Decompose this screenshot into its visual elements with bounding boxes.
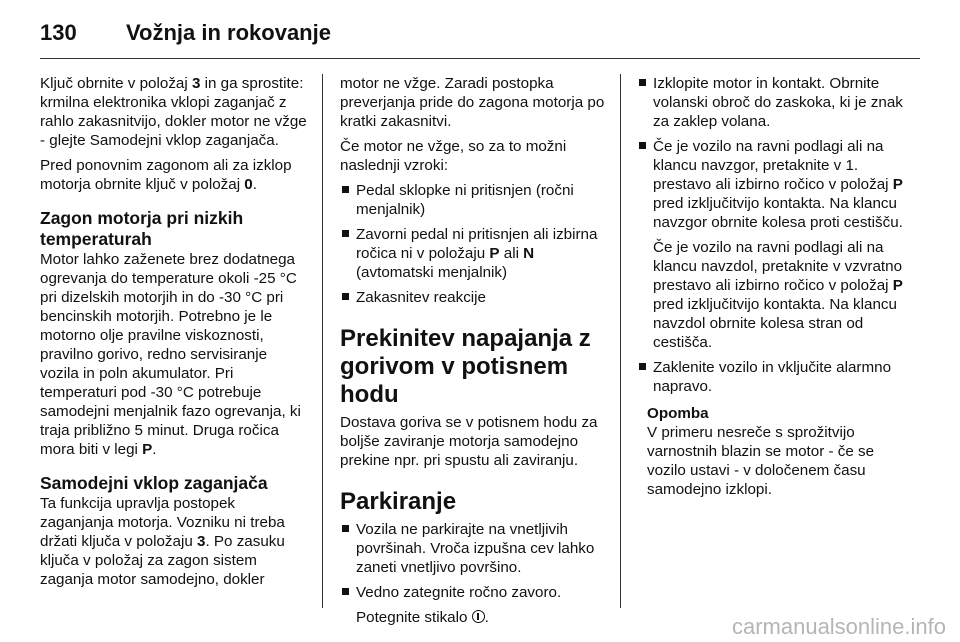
- note-title: Opomba: [647, 405, 709, 422]
- paragraph: Dostava goriva se v potisnem hodu za boljše zaviranje motorja samodejno prekine npr. pri spustu ali zaviranju.: [340, 414, 598, 469]
- paragraph: Če motor ne vžge, so za to možni naslednji vzroki:: [340, 138, 567, 174]
- page-header: [40, 14, 920, 58]
- column-1: [40, 74, 308, 595]
- list-item: Izklopite motor in kontakt. Obrnite volanski obroč do zaskoka, ki je znak za zaklep volana.: [637, 74, 913, 131]
- column-2: [340, 74, 608, 633]
- paragraph: Motor lahko zaženete brez dodatnega ogrevanja do temperature okoli -25 °C pri dizelskih motorjih in do -30 °C pri bencinskih motorjih. Potrebno je le motorno olje pravilne viskoznosti, pravilno gorivo, redno servisiranje vozila in poln akumulator. Pri temperaturi pod -30 °C potrebuje samodejni menjalnik fazo ogrevanja, ki traja približno 5 minut. Druga ročica mora biti v legi P.: [40, 251, 301, 458]
- list-item: Zaklenite vozilo in vključite alarmno napravo.: [637, 358, 913, 396]
- header-rule: [40, 58, 920, 59]
- section-heading-auto-start: Samodejni vklop zaganjača: [40, 473, 268, 493]
- bullet-icon: [639, 79, 646, 86]
- list-item: Vedno zategnite ročno zavoro.: [340, 583, 608, 602]
- list-item: Če je vozilo na ravni podlagi ali na klancu navzgor, pretaknite v 1. prestavo ali izbirno ročico v položaj P pred izključitvijo kontakta. Na klancu navzgor obrnite kolesa proti cestišču.: [637, 137, 913, 232]
- bullet-list: [637, 74, 913, 232]
- bullet-icon: [342, 230, 349, 237]
- parking-brake-icon: [472, 610, 485, 623]
- paragraph: motor ne vžge. Zaradi postopka preverjanja pride do zagona motorja po kratki zakasnitvi.: [340, 75, 605, 130]
- section-heading-parking: Parkiranje: [340, 488, 457, 515]
- bullet-list: [340, 520, 608, 602]
- paragraph: Ta funkcija upravlja postopek zaganjanja motorja. Vozniku ni treba držati ključa v položaju 3. Po zasuku ključa v položaj za zagon sistem zaganja motor samodejno, dokler: [40, 495, 285, 588]
- paragraph: Če je vozilo na ravni podlagi ali na klancu navzdol, pretaknite v vzvratno prestavo ali izbirno ročico v položaj P pred izključitvijo kontakta. Na klancu navzdol obrnite kolesa stran od cestišča.: [653, 239, 903, 351]
- bullet-list: [340, 181, 608, 307]
- paragraph: Pred ponovnim zagonom ali za izklop motorja obrnite ključ v položaj 0.: [40, 157, 292, 193]
- bullet-icon: [342, 588, 349, 595]
- bullet-icon: [342, 525, 349, 532]
- watermark: carmanualsonline.info: [731, 614, 946, 639]
- bullet-icon: [639, 363, 646, 370]
- list-item: Zavorni pedal ni pritisnjen ali izbirna ročica ni v položaju P ali N (avtomatski menjalnik): [340, 225, 608, 282]
- list-item: Zakasnitev reakcije: [340, 288, 608, 307]
- column-3: [637, 74, 913, 499]
- bullet-icon: [342, 186, 349, 193]
- bullet-icon: [639, 142, 646, 149]
- page-number: 130: [40, 20, 77, 45]
- column-divider: [322, 74, 323, 608]
- section-heading-cold-start: Zagon motorja pri nizkih temperaturah: [40, 208, 244, 249]
- column-divider: [620, 74, 621, 608]
- bullet-list: [637, 358, 913, 396]
- paragraph: Potegnite stikalo .: [356, 609, 489, 626]
- list-item: Vozila ne parkirajte na vnetljivih površinah. Vroča izpušna cev lahko zaneti vnetljivo površino.: [340, 520, 608, 577]
- note-text: V primeru nesreče s sprožitvijo varnostnih blazin se motor - če se vozilo ustavi - v določenem času samodejno izklopi.: [647, 424, 875, 498]
- section-heading-fuel-cutoff: Prekinitev napajanja z gorivom v potisnem hodu: [340, 325, 591, 408]
- list-item: Pedal sklopke ni pritisnjen (ročni menjalnik): [340, 181, 608, 219]
- paragraph: Ključ obrnite v položaj 3 in ga sprostite: krmilna elektronika vklopi zaganjač z rahlo zakasnitvijo, dokler motor ne vžge - glejte Samodejni vklop zaganjača.: [40, 75, 307, 149]
- page-title: Vožnja in rokovanje: [126, 20, 331, 45]
- bullet-icon: [342, 293, 349, 300]
